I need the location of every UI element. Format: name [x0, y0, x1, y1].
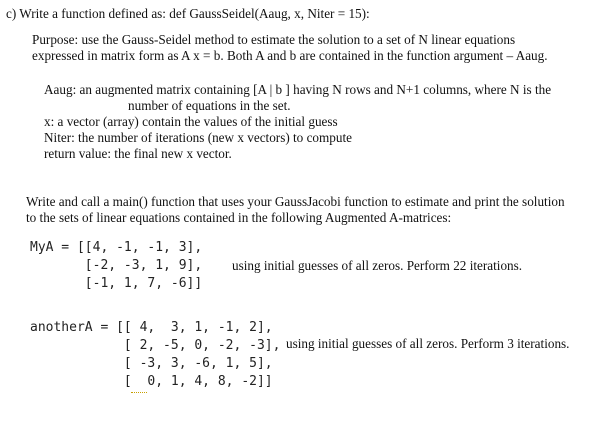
main-instruction-line-1: Write and call a main() function that uses your GaussJacobi function to estimate and print the solution	[26, 194, 565, 209]
spellcheck-underline	[131, 389, 147, 393]
purpose-line-2: expressed in matrix form as A x = b. Both A and b are contained in the function argument – Aaug.	[32, 48, 548, 63]
matrix2-row-1: anotherA = [[ 4, 3, 1, -1, 2],	[30, 320, 273, 335]
param-aaug-line-1: Aaug: an augmented matrix containing [A | b ] having N rows and N+1 columns, where N is the	[44, 82, 552, 97]
question-header: c) Write a function defined as: def GaussSeidel(Aaug, x, Niter = 15):	[6, 6, 370, 21]
matrix2-note: using initial guesses of all zeros. Perform 3 iterations.	[286, 336, 570, 351]
matrix2-row-2: [ 2, -5, 0, -2, -3],	[30, 338, 281, 353]
param-x: x: a vector (array) contain the values of the initial guess	[44, 114, 338, 129]
matrix2-row-4: [ 0, 1, 4, 8, -2]]	[30, 374, 273, 389]
main-instruction-line-2: to the sets of linear equations contained in the following Augmented A-matrices:	[26, 210, 452, 225]
matrix2-row-3: [ -3, 3, -6, 1, 5],	[30, 356, 273, 371]
param-aaug-line-2: number of equations in the set.	[128, 98, 291, 113]
matrix1-note: using initial guesses of all zeros. Perform 22 iterations.	[232, 258, 523, 273]
matrix1-row-1: MyA = [[4, -1, -1, 3],	[30, 240, 203, 255]
param-return: return value: the final new x vector.	[44, 146, 232, 161]
matrix1-row-2: [-2, -3, 1, 9],	[30, 258, 203, 273]
purpose-line-1: Purpose: use the Gauss-Seidel method to estimate the solution to a set of N linear equations	[32, 32, 516, 47]
matrix1-row-3: [-1, 1, 7, -6]]	[30, 276, 203, 291]
param-niter: Niter: the number of iterations (new x vectors) to compute	[44, 130, 352, 145]
